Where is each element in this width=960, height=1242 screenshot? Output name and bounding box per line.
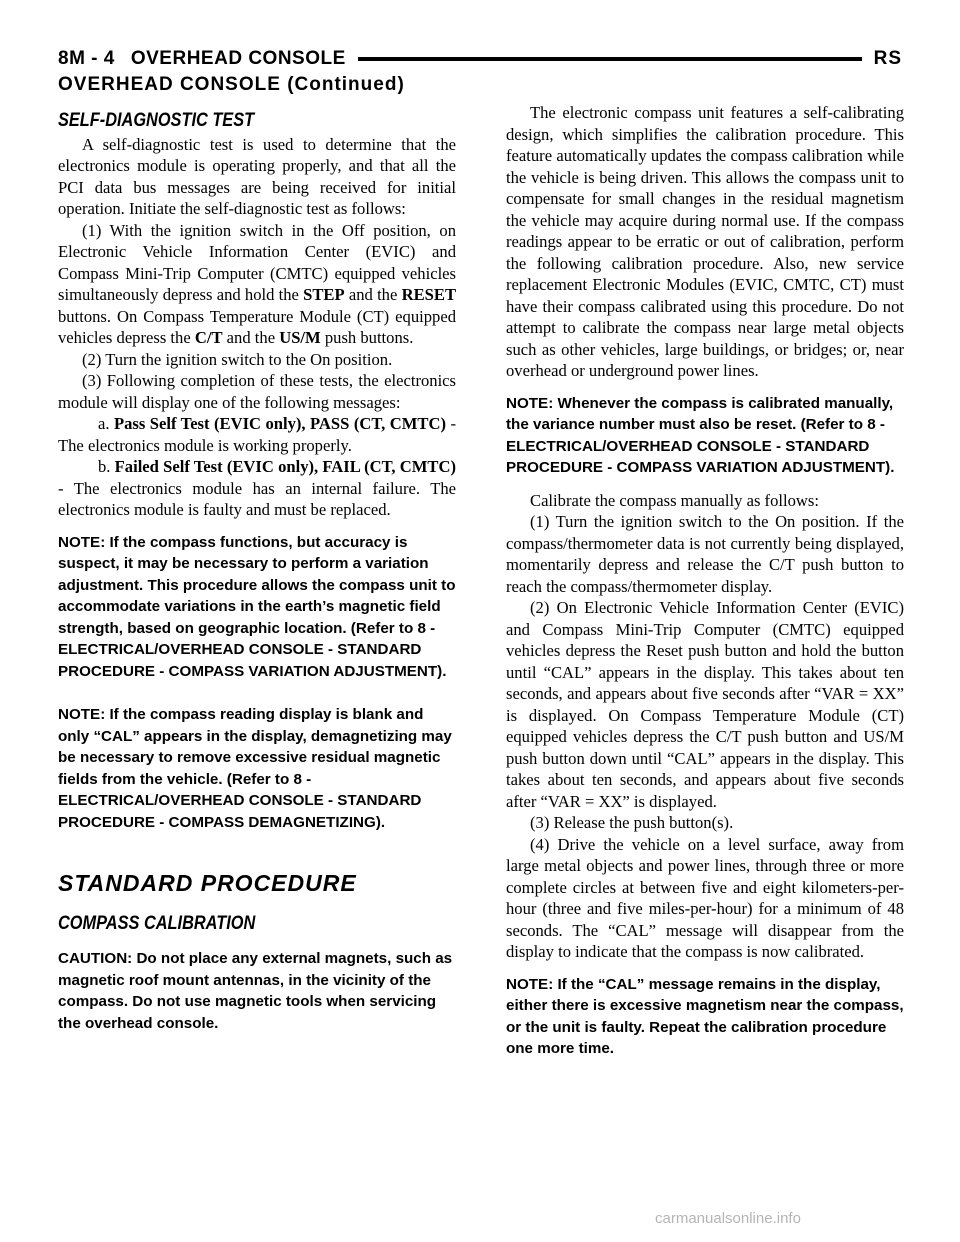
message-item: b. Failed Self Test (EVIC only), FAIL (CT, CMTC) - The electronics module has an internal failure. The electronics module is faulty and must be replaced. bbox=[58, 457, 457, 519]
step-paragraph: (3) Release the push button(s). bbox=[530, 813, 734, 832]
page-header bbox=[58, 44, 902, 74]
compass-calibration-heading: COMPASS CALIBRATION bbox=[58, 912, 256, 934]
self-diagnostic-heading: SELF-DIAGNOSTIC TEST bbox=[58, 110, 255, 131]
message-item: a. Pass Self Test (EVIC only), PASS (CT, CMTC) - The electronics module is working properly. bbox=[58, 414, 456, 455]
step-paragraph: (4) Drive the vehicle on a level surface, away from large metal objects and power lines, through three or more complete circles at between five and eight kilometers-per-hour (three and five miles-per-hour) for a minimum of 48 seconds. The “CAL” message will disappear from the display to indicate that the compass is now calibrated. bbox=[506, 834, 904, 961]
caution: CAUTION: Do not place any external magnets, such as magnetic roof mount antennas, in the vicinity of the compass. Do not use magnetic tools when servicing the overhead console. bbox=[58, 950, 453, 1032]
continued-heading: OVERHEAD CONSOLE (Continued) bbox=[58, 74, 405, 95]
step-paragraph: (1) Turn the ignition switch to the On position. If the compass/thermometer data is not currently being displayed, momentarily depress and release the C/T push button to reach the compass/thermometer display. bbox=[506, 512, 904, 596]
paragraph: The electronic compass unit features a self-calibrating design, which simplifies the calibration procedure. This feature automatically updates the compass calibration while the vehicle is being driven. This allows the compass unit to compensate for small changes in the residual magnetism the vehicle may acquire during normal use. If the compass readings appear to be erratic or out of calibration, perform the following calibration procedure. Also, new service replacement Electronic Modules (EVIC, CMTC, CT) must have their compass calibrated using this procedure. Do not attempt to calibrate the compass near large metal objects such as other vehicles, large buildings, or bridges; or, near overhead or underground power lines. bbox=[506, 103, 904, 380]
standard-procedure-heading: STANDARD PROCEDURE bbox=[58, 870, 357, 896]
note: NOTE: If the compass functions, but accuracy is suspect, it may be necessary to perform a variation adjustment. This procedure allows the compass unit to accommodate variations in the earth’s magnetic field strength, based on geographic location. (Refer to 8 - ELECTRICAL/OVERHEAD CONSOLE - STANDARD PROCEDURE - COMPASS VARIATION ADJUSTMENT). bbox=[58, 533, 456, 680]
paragraph: A self-diagnostic test is used to determine that the electronics module is operating properly, and that all the PCI data bus messages are being received for initial operation. Initiate the self-diagnostic test as follows: bbox=[58, 134, 456, 218]
header-rule bbox=[358, 57, 862, 61]
paragraph: Calibrate the compass manually as follows: bbox=[530, 490, 819, 510]
step-paragraph: (1) With the ignition switch in the Off position, on Electronic Vehicle Information Center (EVIC) and Compass Mini-Trip Computer (CMTC) equipped vehicles simultaneously depress and hold the STEP and the RESET buttons. On Compass Temperature Module (CT) equipped vehicles depress the C/T and the US/M push buttons. bbox=[58, 220, 457, 347]
step-paragraph: (3) Following completion of these tests, the electronics module will display one of the following messages: bbox=[58, 371, 456, 412]
left-column bbox=[58, 110, 456, 1034]
note: NOTE: Whenever the compass is calibrated manually, the variance number must also be reset. (Refer to 8 - ELECTRICAL/OVERHEAD CONSOLE - STANDARD PROCEDURE - COMPASS VARIATION ADJUSTMENT). bbox=[506, 394, 895, 476]
model-code: RS bbox=[873, 48, 902, 69]
note: NOTE: If the “CAL” message remains in the display, either there is excessive magnetism near the compass, or the unit is faulty. Repeat the calibration procedure one more time. bbox=[506, 975, 904, 1057]
page-number: 8M - 4 bbox=[58, 48, 115, 69]
right-column bbox=[506, 102, 904, 1060]
step-paragraph: (2) Turn the ignition switch to the On position. bbox=[82, 349, 393, 369]
note: NOTE: If the compass reading display is blank and only “CAL” appears in the display, demagnetizing may be necessary to remove excessive residual magnetic fields from the vehicle. (Refer to 8 - ELECTRICAL/OVERHEAD CONSOLE - STANDARD PROCEDURE - COMPASS DEMAGNETIZING). bbox=[58, 706, 452, 831]
section-title: OVERHEAD CONSOLE bbox=[130, 48, 346, 69]
watermark: carmanualsonline.info bbox=[655, 1210, 801, 1227]
step-paragraph: (2) On Electronic Vehicle Information Center (EVIC) and Compass Mini-Trip Computer (CMTC) equipped vehicles depress the Reset push button and hold the button until “CAL” appears in the display. This takes about ten seconds, and appears about five seconds after “VAR = XX” is displayed. On Compass Temperature Module (CT) equipped vehicles depress the C/T push button and US/M push button down until “CAL” appears in the display. This takes about ten seconds, and appears about five seconds after “VAR = XX” is displayed. bbox=[506, 598, 904, 811]
